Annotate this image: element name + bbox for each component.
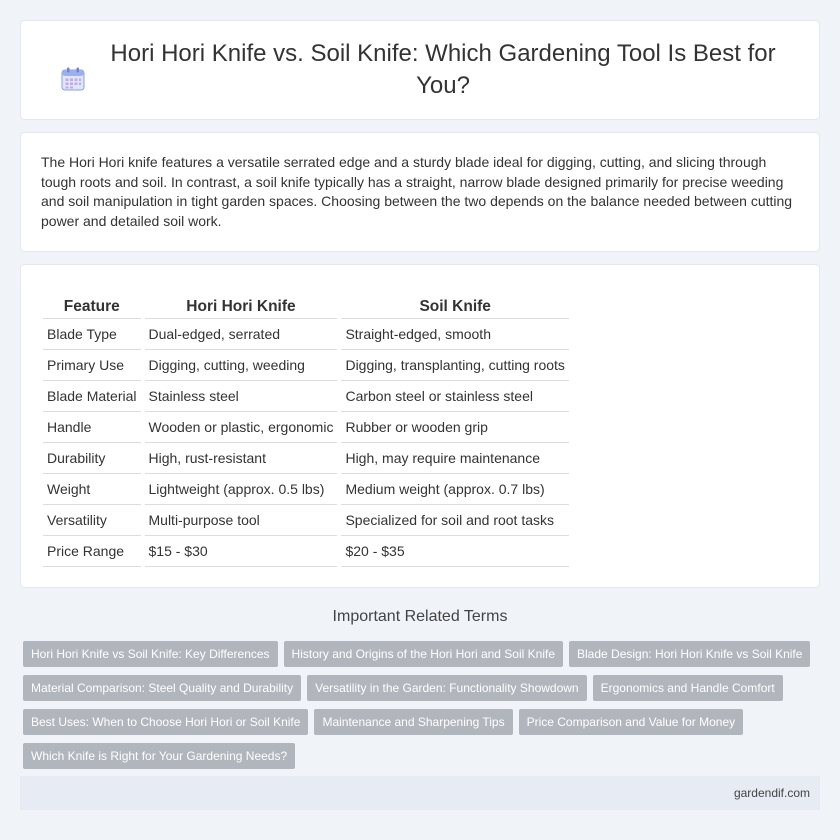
table-cell: Price Range xyxy=(43,536,141,567)
related-term-tag[interactable]: Material Comparison: Steel Quality and Durability xyxy=(23,675,301,701)
table-cell: Versatility xyxy=(43,505,141,536)
footer-site-link[interactable]: gardendif.com xyxy=(733,786,810,800)
column-header: Hori Hori Knife xyxy=(145,295,338,319)
calendar-icon xyxy=(60,66,86,92)
table-cell: High, may require maintenance xyxy=(341,443,568,474)
table-cell: Weight xyxy=(43,474,141,505)
related-terms-heading: Important Related Terms xyxy=(332,608,508,625)
column-header: Feature xyxy=(43,295,141,319)
related-term-tag[interactable]: Versatility in the Garden: Functionality Showdown xyxy=(307,675,586,701)
table-row xyxy=(43,350,569,381)
table-row xyxy=(43,505,569,536)
table-row xyxy=(43,381,569,412)
table-cell: Wooden or plastic, ergonomic xyxy=(145,412,338,443)
table-cell: Multi-purpose tool xyxy=(145,505,338,536)
table-cell: Stainless steel xyxy=(145,381,338,412)
table-cell: Digging, transplanting, cutting roots xyxy=(341,350,568,381)
table-header-row xyxy=(43,295,569,319)
table-cell: Medium weight (approx. 0.7 lbs) xyxy=(341,474,568,505)
related-term-tag[interactable]: Maintenance and Sharpening Tips xyxy=(314,709,512,735)
header-card xyxy=(20,20,820,120)
table-cell: Primary Use xyxy=(43,350,141,381)
related-terms-list xyxy=(23,641,823,777)
table-cell: Lightweight (approx. 0.5 lbs) xyxy=(145,474,338,505)
table-row xyxy=(43,474,569,505)
table-row xyxy=(43,319,569,350)
related-term-tag[interactable]: Best Uses: When to Choose Hori Hori or Soil Knife xyxy=(23,709,308,735)
table-cell: Specialized for soil and root tasks xyxy=(341,505,568,536)
table-row xyxy=(43,412,569,443)
related-term-tag[interactable]: Which Knife is Right for Your Gardening Needs? xyxy=(23,743,295,769)
table-cell: Carbon steel or stainless steel xyxy=(341,381,568,412)
comparison-table xyxy=(39,295,573,567)
table-cell: Blade Type xyxy=(43,319,141,350)
table-cell: $20 - $35 xyxy=(341,536,568,567)
table-cell: Straight-edged, smooth xyxy=(341,319,568,350)
table-cell: High, rust-resistant xyxy=(145,443,338,474)
table-cell: Handle xyxy=(43,412,141,443)
table-cell: Blade Material xyxy=(43,381,141,412)
table-row xyxy=(43,443,569,474)
related-term-tag[interactable]: History and Origins of the Hori Hori and Soil Knife xyxy=(284,641,563,667)
table-cell: Digging, cutting, weeding xyxy=(145,350,338,381)
related-term-tag[interactable]: Price Comparison and Value for Money xyxy=(519,709,744,735)
table-cell: Rubber or wooden grip xyxy=(341,412,568,443)
table-cell: Durability xyxy=(43,443,141,474)
column-header: Soil Knife xyxy=(341,295,568,319)
related-term-tag[interactable]: Blade Design: Hori Hori Knife vs Soil Knife xyxy=(569,641,810,667)
page-title: Hori Hori Knife vs. Soil Knife: Which Gardening Tool Is Best for You? xyxy=(110,40,776,99)
related-term-tag[interactable]: Hori Hori Knife vs Soil Knife: Key Differences xyxy=(23,641,278,667)
intro-card xyxy=(20,132,820,252)
related-term-tag[interactable]: Ergonomics and Handle Comfort xyxy=(593,675,783,701)
table-cell: Dual-edged, serrated xyxy=(145,319,338,350)
table-cell: $15 - $30 xyxy=(145,536,338,567)
table-row xyxy=(43,536,569,567)
comparison-table-card xyxy=(20,264,820,588)
footer xyxy=(20,776,820,810)
intro-paragraph: The Hori Hori knife features a versatile serrated edge and a sturdy blade ideal for digging, cutting, and slicing through tough roots and soil. In contrast, a soil knife typically has a straight, narrow blade designed primarily for precise weeding and soil manipulation in tight garden spaces. Choosing between the two depends on the balance needed between cutting power and detailed soil work. xyxy=(41,154,793,229)
